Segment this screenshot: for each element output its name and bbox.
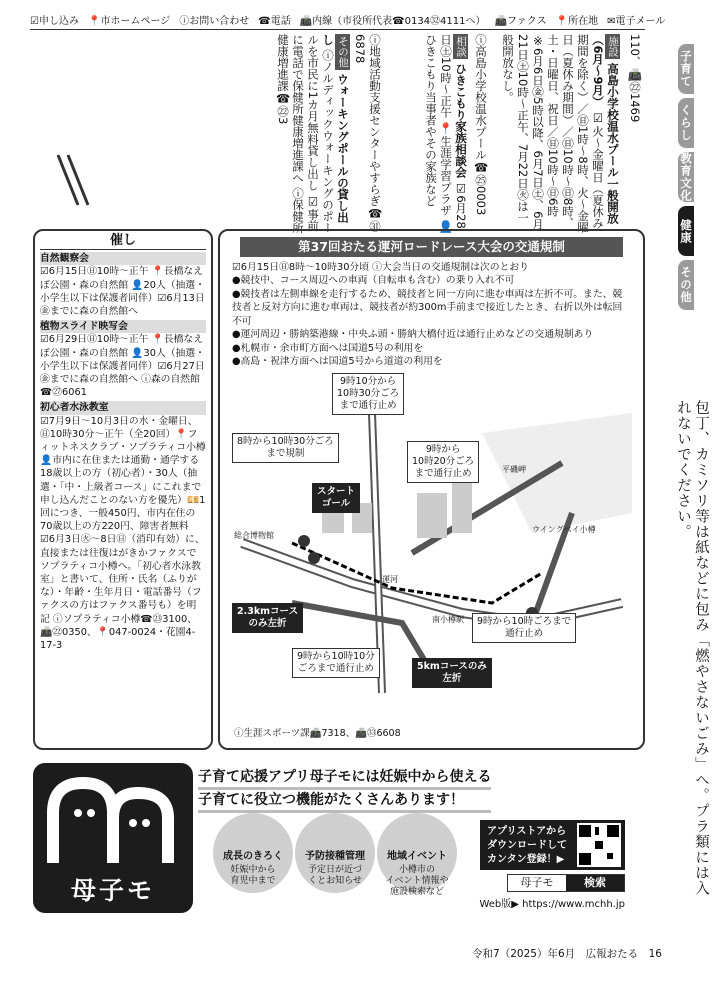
events-heading: 催し: [40, 234, 206, 250]
legend-item: ☑申し込み: [30, 16, 79, 27]
column-contact-top: 110、📠㉒1469: [628, 34, 642, 123]
traffic-map: [232, 373, 631, 696]
column-pool: [488, 34, 620, 234]
legend-item: 📍所在地: [555, 16, 599, 27]
legend-item: 📍市ホームページ: [87, 16, 171, 27]
column-walking-pole: [88, 34, 350, 234]
web-link[interactable]: Web版▶ https://www.mchh.jp: [479, 899, 625, 910]
boshimo-logo: [33, 763, 193, 913]
callout-closure-3: 9時から 10時20分ごろ まで通行止め: [407, 441, 479, 483]
article-title: 高島小学校温水プール一般開放（6月〜9月）: [591, 34, 620, 224]
category-sidebar: [678, 44, 724, 314]
article-title: ひきこもり家族相談会: [454, 62, 468, 178]
article-body: ⓘノルディックウォーキングのポールを市民に1カ月無料貸し出し ☑事前に電話で保健所健康増進課へ ⓘ保健所健康増進課☎㉒3: [276, 34, 335, 234]
race-title: 第37回おたる運河ロードレース大会の交通規制: [240, 237, 623, 257]
search-term: 母子モ: [520, 876, 554, 889]
tab-sonota[interactable]: その他: [678, 260, 694, 310]
garbage-notice: 包丁、カミソリ等は紙などに包み「燃やさないごみ」へ。プラ類には入れないでください。: [675, 400, 709, 896]
feature-desc: 小樽市の イベント情報や 施設検索など: [385, 865, 449, 897]
map-label: 南小樽駅: [432, 614, 464, 624]
map-label: ウイングベイ小樽: [532, 524, 596, 534]
map-label: 総合博物館: [234, 530, 274, 540]
search-box[interactable]: [507, 874, 625, 892]
boshimo-banner: [33, 763, 645, 913]
download-prompt[interactable]: アプリストアから ダウンロードして カンタン登録！▶: [480, 820, 625, 870]
feature-desc: 予定日が近づ くとお知らせ: [307, 865, 362, 886]
qr-code-icon[interactable]: [577, 823, 621, 867]
events-box: [33, 229, 213, 750]
legend-item: 📠ファクス: [494, 16, 547, 27]
page-footer: 令和7（2025）年6月 広報おたる 16: [472, 948, 662, 960]
column-pool-contact: ⓘ高島小学校温水プール☎㉕0003: [474, 34, 488, 216]
tab-kurashi[interactable]: くらし: [678, 98, 694, 148]
feature-growth-record: 成長のきろく: [213, 813, 293, 893]
walking-pole-icon: [50, 150, 90, 210]
article-body: ☑火〜金曜日（夏休み期間を除く）／㊐1時〜8時、火〜金曜日（夏休み期間）／㊐10時〜㊐8時、土・日曜日、祝日／㊐10時〜㊐6時 ※6月6日㊎5時以降、6月7日㊏、6月21日㊏10時〜正午、7月22日㊋は一般開放なし。: [501, 34, 605, 233]
penguin-logo-icon: [33, 763, 193, 873]
feature-desc: 妊娠中から 育児中まで: [230, 865, 276, 886]
callout-5km: 5kmコースのみ 左折: [412, 658, 492, 688]
event-title: 初心者水泳教室: [40, 401, 206, 414]
road-race-box: [218, 229, 645, 750]
map-label: 運河: [382, 574, 398, 584]
article-body: ☑6月28日㊏10時〜正午 📍生涯学習プラザ 👤ひきこもり当事者やその家族など: [424, 34, 468, 234]
race-rules: ☑6月15日㊐8時〜10時30分頃 ⓘ大会当日の交通規制は次のとおり ●競技中、コース周辺への車両（自転車も含む）の乗り入れ不可 ●競技者は左側車線を走行するため、競技者と同一方向に進む車両は左折不可。また、競技者と反対方向に進む車両は、競技者が約300m手前まで接近したとき、右折以外は転回不可 ●運河周辺・勝納築港線・中央ふ頭・勝納大橋付近は通行止めなどの交通規制あり ●札幌市・余市町方面へは国道5号の利用を ●高島・祝津方面へは国道5号から道道の利用を: [232, 261, 623, 367]
column-yasuragi-contact: ⓘ地域活動支援センターやすらぎ☎㉛6878: [353, 34, 382, 232]
callout-closure-4: 9時から10時ごろまで 通行止め: [472, 613, 576, 643]
category-tag: 相談: [455, 36, 467, 57]
legend-item: ⓘお問い合わせ: [179, 16, 250, 27]
callout-closure-1: 9時10分から 10時30分ごろ まで通行止め: [332, 373, 404, 415]
event-body: ☑6月29日㊐10時〜正午 📍長橋なえぼ公園・森の自然館 👤30人（抽選・小学生以下は保護者同伴）☑6月27日㊎までに森の自然館へ ⓘ森の自然館☎㉗6061: [40, 334, 205, 399]
feature-local-events: 地域イベント: [377, 813, 457, 893]
column-hikikomori: [382, 34, 468, 234]
search-button[interactable]: 検索: [566, 875, 624, 891]
event-title: 植物スライド映写会: [40, 320, 206, 333]
category-tag: 施設: [607, 36, 619, 57]
tab-kyoiku-bunka[interactable]: 教育文化: [679, 152, 693, 202]
icon-legend: [30, 10, 666, 30]
tab-kenko[interactable]: 健康: [678, 206, 694, 256]
event-body: ☑7月9日〜10月3日の水・金曜日、㊐10時30分〜正午（全20回）📍フィットネスクラブ・ソプラティコ小樽 👤市内に在住または通勤・通学する18歳以上の方（初心者）・30人（抽選・「中・上級者コース」にこれまで申し込んだことのない方を優先）💴1回につき、一般450円、市内在住の70歳以上の方220円、障害者無料 ☑6月3日㊋〜8日㊐（消印有効）に、直接または往復はがきかファクスでソプラティコ小樽へ。「初心者水泳教室」と書いて、住所・氏名（ふりがな）・年齢・生年月日・電話番号（ファクスの方はファクス番号も）を明記 ⓘソプラティコ小樽☎㉓3100、📠㉒0350、📍047-0024・花園4-17-3: [40, 415, 206, 652]
tab-kosodate[interactable]: 子育て: [678, 44, 694, 94]
race-contact: ⓘ生涯スポーツ課📠7318、📠㉝6608: [234, 727, 401, 739]
logo-text: 母子モ: [70, 876, 155, 905]
callout-start-goal: スタート ゴール: [312, 483, 360, 513]
legend-item: ☎電話: [258, 16, 291, 27]
legend-item: ✉電子メール: [607, 16, 666, 27]
callout-closure-2: 8時から10時30分ごろ まで規制: [232, 433, 339, 463]
event-body: ☑6月15日㊐10時〜正午 📍長橋なえぼ公園・森の自然館 👤20人（抽選・小学生以下は保護者同伴）☑6月13日㊎までに森の自然館へ: [40, 266, 205, 318]
callout-2-3km: 2.3kmコース のみ左折: [232, 603, 303, 633]
banner-headline: 子育て応援アプリ母子モには妊娠中から使える 子育てに役立つ機能がたくさんあります！: [198, 767, 491, 813]
feature-vaccination: 予防接種管理: [295, 813, 375, 893]
callout-closure-5: 9時から10時10分 ごろまで通行止め: [292, 648, 380, 678]
event-title: 自然観察会: [40, 252, 206, 265]
article-title: ウォーキングポールの貸し出し: [321, 34, 350, 223]
legend-item: 📠内線（市役所代表☎0134㉜4111へ）: [299, 16, 486, 27]
category-tag: その他: [337, 36, 349, 68]
map-label: 平磯岬: [502, 464, 526, 474]
